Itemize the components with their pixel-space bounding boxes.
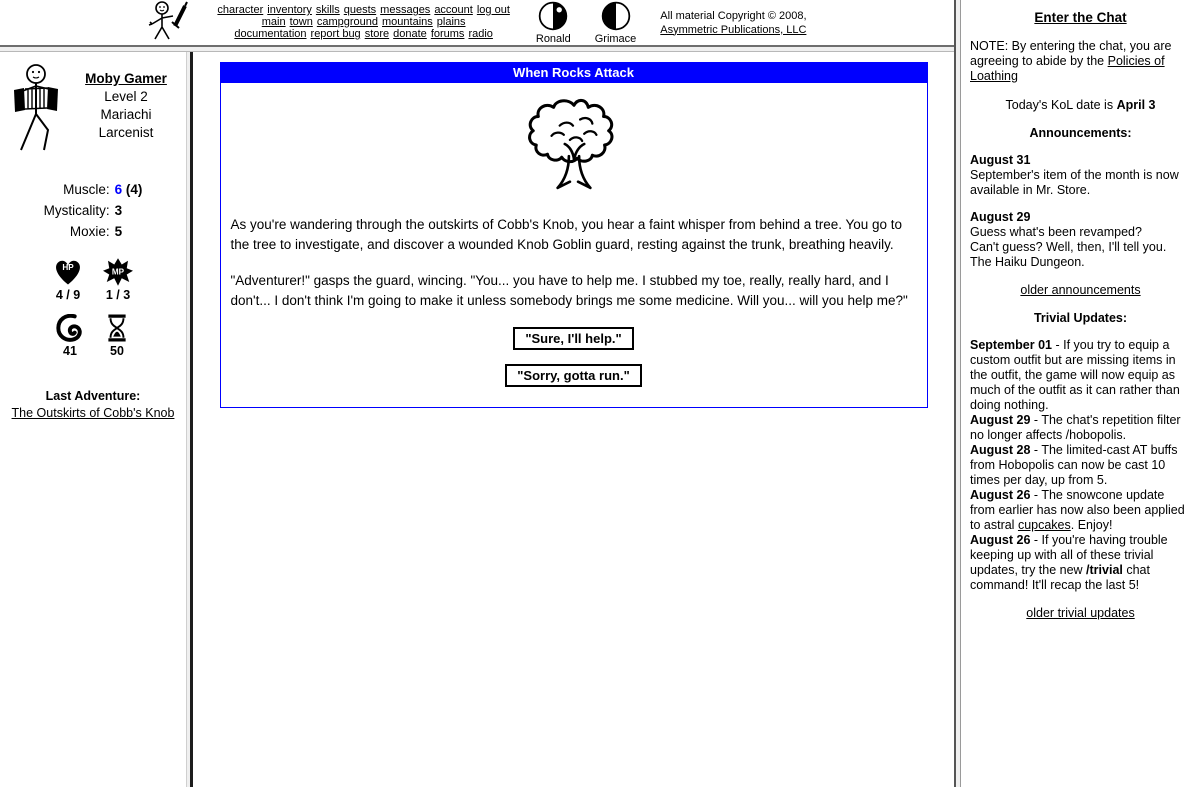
trivial-update-item xyxy=(970,338,1191,413)
mp-gauge xyxy=(103,258,133,302)
adventures-value: 50 xyxy=(110,344,124,358)
trivial-text: . Enjoy! xyxy=(1070,518,1113,532)
nav-link-quests[interactable]: quests xyxy=(343,4,377,16)
trivial-chat-command: /trivial xyxy=(1086,563,1123,577)
top-nav-links xyxy=(215,4,511,41)
muscle-row xyxy=(44,179,143,200)
top-menu-bar xyxy=(0,0,954,45)
trivial-date: August 28 xyxy=(970,443,1031,457)
muscle-value: 6 xyxy=(114,182,123,197)
announcement-text: Guess what's been revamped? xyxy=(970,225,1142,239)
nav-link-radio[interactable]: radio xyxy=(468,28,493,40)
character-class-line2: Larcenist xyxy=(98,125,154,140)
ronald-moon xyxy=(536,0,571,45)
grimace-moon-label: Grimace xyxy=(594,33,637,45)
hp-gauge xyxy=(53,258,83,302)
horizontal-frame-border xyxy=(0,45,954,52)
muscle-label: Muscle: xyxy=(63,182,110,197)
tree-image xyxy=(523,95,625,193)
grimace-moon-icon xyxy=(600,0,632,32)
character-name-link[interactable]: Moby Gamer xyxy=(85,71,167,86)
nav-link-campground[interactable]: campground xyxy=(316,16,378,28)
announcements-heading: Announcements: xyxy=(1029,126,1132,140)
ronald-moon-icon xyxy=(537,0,569,32)
nav-link-mountains[interactable]: mountains xyxy=(382,16,433,28)
character-class-line1: Mariachi xyxy=(100,107,152,122)
mariachi-avatar[interactable] xyxy=(8,62,66,157)
policies-of-loathing-link[interactable]: Policies of Loathing xyxy=(970,54,1165,83)
adventure-paragraph-1: As you're wandering through the outskirts of Cobb's Knob, you hear a faint whisper from behind a tree. You go to the tree to investigate, and discover a wounded Knob Goblin guard, resting against the trunk, breathing heavily. xyxy=(230,217,903,252)
meat-icon xyxy=(56,314,84,342)
trivial-text: - If you're having trouble keeping up with all of these trivial updates, try the new xyxy=(970,533,1168,577)
chat-policy-note xyxy=(970,39,1191,84)
chat-note-text: NOTE: By entering the chat, you are agreeing to abide by the xyxy=(970,39,1172,68)
choice-button-help[interactable]: "Sure, I'll help." xyxy=(513,327,633,350)
announcement-text: The Haiku Dungeon. xyxy=(970,255,1085,269)
nav-link-main[interactable]: main xyxy=(261,16,286,28)
copyright-line1: All material Copyright © 2008, xyxy=(660,9,807,22)
main-adventure-pane xyxy=(193,52,954,787)
kol-date-prefix: Today's KoL date is xyxy=(1005,98,1117,112)
trivial-text: - The limited-cast AT buffs from Hobopolis can now be cast 10 times per day, up from 5. xyxy=(970,443,1178,487)
mysticality-label: Mysticality: xyxy=(43,203,110,218)
moxie-label: Moxie: xyxy=(69,224,110,239)
character-pane xyxy=(0,52,186,787)
nav-link-town[interactable]: town xyxy=(289,16,313,28)
trivial-text: - The snowcone update from earlier has now also been applied to astral xyxy=(970,488,1185,532)
trivial-date: August 26 xyxy=(970,488,1031,502)
nav-link-report-bug[interactable]: report bug xyxy=(310,28,361,40)
character-level: Level 2 xyxy=(104,89,148,104)
nav-link-donate[interactable]: donate xyxy=(393,28,427,40)
older-announcements-link[interactable]: older announcements xyxy=(1020,283,1141,297)
trivial-date: September 01 xyxy=(970,338,1052,352)
nav-link-documentation[interactable]: documentation xyxy=(234,28,307,40)
nav-link-logout[interactable]: log out xyxy=(476,4,510,16)
hourglass-icon xyxy=(104,314,130,342)
meat-value: 41 xyxy=(63,344,77,358)
moxie-row xyxy=(44,221,143,242)
enter-chat-link[interactable]: Enter the Chat xyxy=(1034,10,1127,25)
announcement-date: August 31 xyxy=(970,153,1031,167)
kol-date-value: April 3 xyxy=(1116,98,1156,112)
nav-link-inventory[interactable]: inventory xyxy=(267,4,312,16)
trivial-date: August 29 xyxy=(970,413,1031,427)
copyright-notice xyxy=(660,9,806,37)
mp-star-icon xyxy=(103,258,133,286)
nav-link-skills[interactable]: skills xyxy=(315,4,340,16)
trivial-update-item xyxy=(970,443,1191,488)
stats-table xyxy=(44,179,143,242)
right-frame-border[interactable] xyxy=(954,0,961,787)
nav-link-character[interactable]: character xyxy=(217,4,264,16)
nav-link-plains[interactable]: plains xyxy=(436,16,466,28)
announcement-text: Can't guess? Well, then, I'll tell you. xyxy=(970,240,1167,254)
moxie-value: 5 xyxy=(114,224,123,239)
mysticality-value: 3 xyxy=(114,203,123,218)
older-trivial-updates-link[interactable]: older trivial updates xyxy=(1026,606,1135,620)
grimace-moon xyxy=(595,0,637,45)
trivial-date: August 26 xyxy=(970,533,1031,547)
nav-link-account[interactable]: account xyxy=(434,4,473,16)
stick-figure-sword-icon xyxy=(147,0,191,46)
announcement-date: August 29 xyxy=(970,210,1031,224)
hp-value: 4 / 9 xyxy=(55,288,81,302)
mysticality-row xyxy=(44,200,143,221)
adventure-paragraph-2: "Adventurer!" gasps the guard, wincing. "You... you have to help me. I stubbed my toe, really, really hard, and I don't... I don't think I'm going to make it unless somebody brings me some medicine. Will you... will you help me?" xyxy=(230,273,908,308)
ronald-moon-label: Ronald xyxy=(535,33,571,45)
svg-text:HP: HP xyxy=(62,263,74,273)
trivial-text: - If you try to equip a custom outfit but are missing items in the outfit, the game will now equip as much of the outfit as it can rather than doing nothing. xyxy=(970,338,1180,412)
adventure-result-box xyxy=(220,62,928,408)
nav-link-store[interactable]: store xyxy=(364,28,390,40)
announcement-item xyxy=(970,210,1191,270)
copyright-publisher-link[interactable]: Asymmetric Publications, LLC xyxy=(660,23,807,36)
trivial-updates-heading: Trivial Updates: xyxy=(1033,311,1128,325)
svg-text:MP: MP xyxy=(111,267,125,277)
meat-gauge xyxy=(56,314,84,358)
choice-button-run[interactable]: "Sorry, gotta run." xyxy=(505,364,641,387)
muscle-base-value: (4) xyxy=(122,182,143,197)
nav-link-forums[interactable]: forums xyxy=(430,28,465,40)
left-frame-border[interactable] xyxy=(186,52,193,787)
adventure-title: When Rocks Attack xyxy=(221,63,927,83)
trivial-text: chat command! It'll recap the last 5! xyxy=(970,563,1150,592)
trivial-updates-list xyxy=(970,338,1191,593)
nav-link-messages[interactable]: messages xyxy=(380,4,431,16)
chat-news-pane xyxy=(961,0,1200,787)
adventures-gauge xyxy=(104,314,130,358)
last-adventure-label: Last Adventure: xyxy=(45,389,141,403)
announcement-text: September's item of the month is now available in Mr. Store. xyxy=(970,168,1179,197)
trivial-update-item xyxy=(970,533,1191,593)
trivial-update-item xyxy=(970,488,1191,533)
announcement-item xyxy=(970,153,1191,198)
hp-heart-icon xyxy=(53,258,83,286)
trivial-update-item xyxy=(970,413,1191,443)
kol-date-line xyxy=(970,98,1191,113)
mp-value: 1 / 3 xyxy=(105,288,131,302)
cupcakes-link[interactable]: cupcakes xyxy=(1017,518,1071,532)
trivial-text: - The chat's repetition filter no longer affects /hobopolis. xyxy=(970,413,1181,442)
last-adventure-link[interactable]: The Outskirts of Cobb's Knob xyxy=(11,406,175,420)
